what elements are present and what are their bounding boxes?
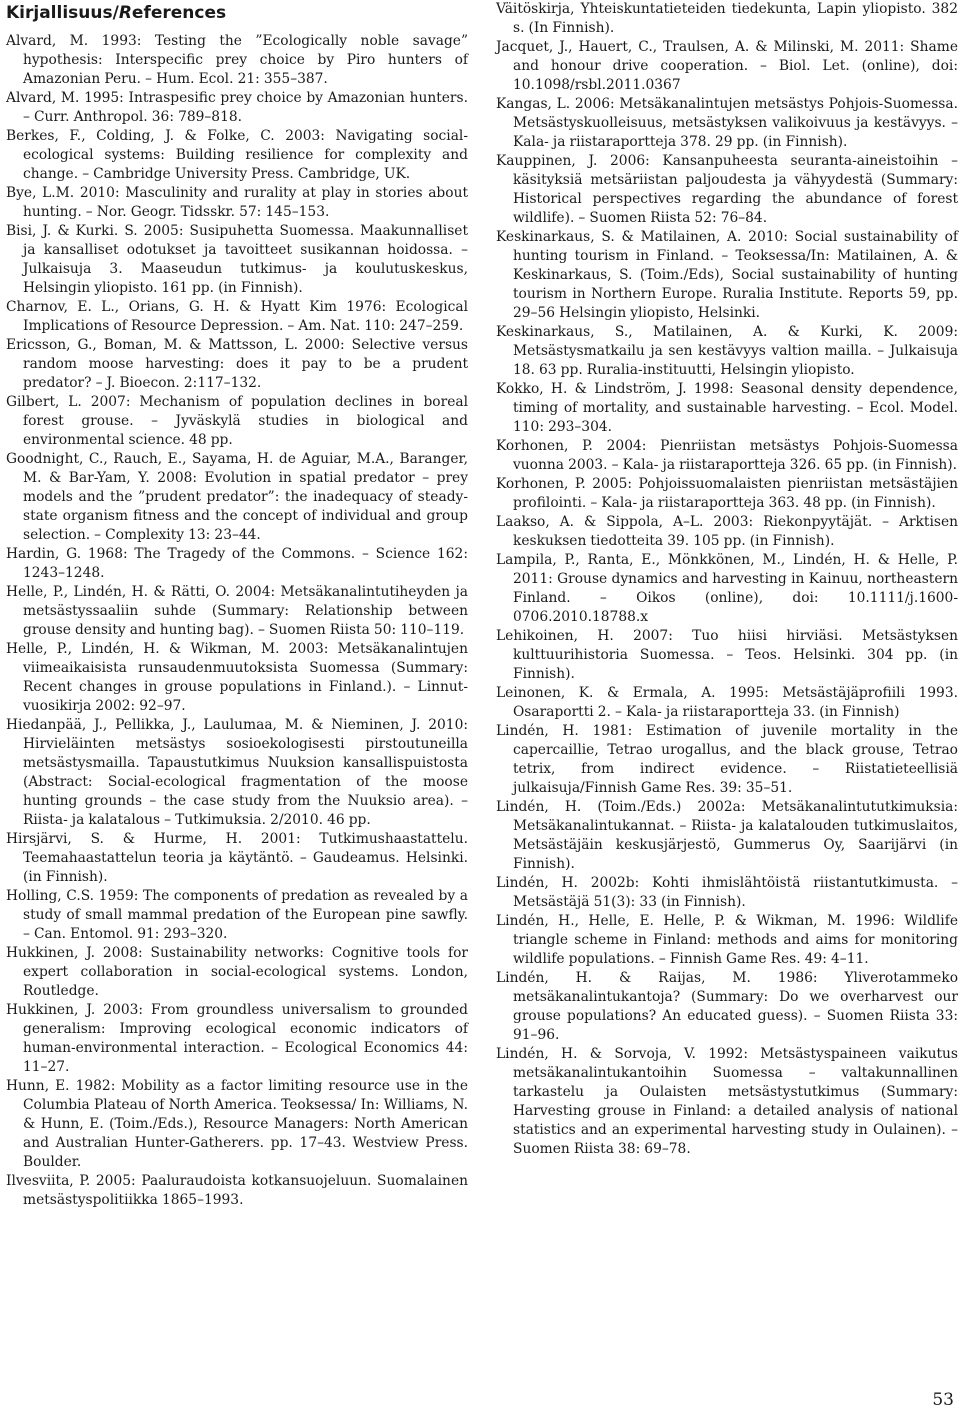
heading-main: Kirjallisuus/ bbox=[6, 3, 119, 23]
right-column bbox=[496, 0, 958, 1159]
reference-entry: Bisi, J. & Kurki. S. 2005: Susipuhetta Suomessa. Maakunnalliset ja kansalliset odotukset ja tavoitteet susikannan hoidossa. – Julkaisuja 3. Maaseudun tutkimus- ja koulutuskeskus, Helsingin yliopisto. 161 pp. (in Finnish). bbox=[6, 223, 468, 296]
reference-entry: Kangas, L. 2006: Metsäkanalintujen metsästys Pohjois-Suomessa. Metsästyskuolleisuus, metsästyksen valikoivuus ja kestävyys. – Kala- ja riistaraportteja 378. 29 pp. (in Finnish). bbox=[496, 96, 958, 150]
reference-entry: Hiedanpää, J., Pellikka, J., Laulumaa, M. & Nieminen, J. 2010: Hirvieläinten metsästys sosioekologisesti pirstoutuneilla metsästysmailla. Tapaustutkimus Nuuksion kansallispuistosta (Abstract: Social-ecological fragmentation of the moose hunting grounds – the case study from the Nuuksio area). – Riista- ja kalatalous – Tutkimuksia. 2/2010. 46 pp. bbox=[6, 717, 468, 828]
reference-entry: Kokko, H. & Lindström, J. 1998: Seasonal density dependence, timing of mortality, and sustainable harvesting. – Ecol. Model. 110: 293–304. bbox=[496, 381, 958, 435]
left-column bbox=[6, 0, 468, 1210]
reference-entry: Väitöskirja, Yhteiskuntatieteiden tiedekunta, Lapin yliopisto. 382 s. (In Finnish). bbox=[496, 1, 958, 36]
reference-entry: Korhonen, P. 2004: Pienriistan metsästys Pohjois-Suomessa vuonna 2003. – Kala- ja riistaraportteja 326. 65 pp. (in Finnish). bbox=[496, 438, 958, 473]
reference-entry: Hunn, E. 1982: Mobility as a factor limiting resource use in the Columbia Plateau of North America. Teoksessa/ In: Williams, N. & Hunn, E. (Toim./Eds.), Resource Managers: North American and Australian Hunter-Gatherers. pp. 17–43. Westview Press. Boulder. bbox=[6, 1078, 468, 1170]
reference-entry: Lindén, H., Helle, E. Helle, P. & Wikman, M. 1996: Wildlife triangle scheme in Finland: methods and aims for monitoring wildlife populations. – Finnish Game Res. 49: 4–11. bbox=[496, 913, 958, 967]
heading-italic: R bbox=[118, 3, 132, 23]
reference-entry: Lindén, H. (Toim./Eds.) 2002a: Metsäkanalintututkimuksia: Metsäkanalintukannat. – Riista- ja kalatalouden tutkimuslaitos, Metsästäjäin keskusjärjestö, Gummerus Oy, Saarijärvi (in Finnish). bbox=[496, 799, 958, 872]
reference-entry: Lindén, H. 1981: Estimation of juvenile mortality in the capercaillie, Tetrao urogallus, and the black grouse, Tetrao tetrix, from indirect evidence. – Riistatieteellisiä julkaisuja/Finnish Game Res. 39: 35–51. bbox=[496, 723, 958, 796]
reference-entry: Alvard, M. 1993: Testing the ”Ecologically noble savage” hypothesis: Interspecific prey choice by Piro hunters of Amazonian Peru. – Hum. Ecol. 21: 355–387. bbox=[6, 33, 468, 87]
reference-entry: Bye, L.M. 2010: Masculinity and rurality at play in stories about hunting. – Nor. Geogr. Tidsskr. 57: 145–153. bbox=[6, 185, 468, 220]
reference-entry: Kauppinen, J. 2006: Kansanpuheesta seuranta-aineistoihin – käsityksiä metsäriistan paljoudesta ja vähyydestä (Summary: Historical perspectives regarding the abundance of forest wildlife). – Suomen Riista 52: 76–84. bbox=[496, 153, 958, 226]
reference-entry: Keskinarkaus, S. & Matilainen, A. 2010: Social sustainability of hunting tourism in Finland. – Teoksessa/In: Matilainen, A. & Keskinarkaus, S. (Toim./Eds), Social sustainability of hunting tourism in Northern Europe. Ruralia Institute. Reports 59, pp. 29–56 Helsingin yliopisto, Helsinki. bbox=[496, 229, 958, 321]
reference-entry: Hukkinen, J. 2008: Sustainability networks: Cognitive tools for expert collaboration in social-ecological systems. London, Routledge. bbox=[6, 945, 468, 999]
reference-entry: Lehikoinen, H. 2007: Tuo hiisi hirviäsi. Metsästyksen kulttuurihistoria Suomessa. – Teos. Helsinki. 304 pp. (in Finnish). bbox=[496, 628, 958, 682]
left-reference-list bbox=[6, 32, 468, 1210]
reference-entry: Lampila, P., Ranta, E., Mönkkönen, M., Lindén, H. & Helle, P. 2011: Grouse dynamics and harvesting in Kainuu, northeastern Finland. – Oikos (online), doi: 10.1111/j.1600-0706.2010.18788.x bbox=[496, 552, 958, 625]
reference-entry: Jacquet, J., Hauert, C., Traulsen, A. & Milinski, M. 2011: Shame and honour drive cooperation. – Biol. Let. (online), doi: 10.1098/rsbl.2011.0367 bbox=[496, 39, 958, 93]
reference-entry: Lindén, H. & Sorvoja, V. 1992: Metsästyspaineen vaikutus metsäkanalintukantoihin Suomessa – valtakunnallinen tarkastelu ja Oulaisten metsästystutkimus (Summary: Harvesting grouse in Finland: a detailed analysis of national statistics and an experimental harvesting study in Oulainen). – Suomen Riista 38: 69–78. bbox=[496, 1046, 958, 1157]
reference-entry: Korhonen, P. 2005: Pohjoissuomalaisten pienriistan metsästäjien profilointi. – Kala- ja riistaraportteja 363. 48 pp. (in Finnish). bbox=[496, 476, 958, 511]
reference-entry: Goodnight, C., Rauch, E., Sayama, H. de Aguiar, M.A., Baranger, M. & Bar-Yam, Y. 2008: Evolution in spatial predator – prey models and the ”prudent predator”: the inadequacy of steady-state organism fitness and the concept of individual and group selection. – Complexity 13: 23–44. bbox=[6, 451, 468, 543]
reference-entry: Laakso, A. & Sippola, A–L. 2003: Riekonpyytäjät. – Arktisen keskuksen tiedotteita 39. 105 pp. (in Finnish). bbox=[496, 514, 958, 549]
reference-entry: Keskinarkaus, S., Matilainen, A. & Kurki, K. 2009: Metsästysmatkailu ja sen kestävyys valtion mailla. – Julkaisuja 18. 63 pp. Ruralia-instituutti, Helsingin yliopisto. bbox=[496, 324, 958, 378]
reference-entry: Hirsjärvi, S. & Hurme, H. 2001: Tutkimushaastattelu. Teemahaastattelun teoria ja käytäntö. – Gaudeamus. Helsinki. (in Finnish). bbox=[6, 831, 468, 885]
reference-entry: Lindén, H. 2002b: Kohti ihmislähtöistä riistantutkimusta. – Metsästäjä 51(3): 33 (in Finnish). bbox=[496, 875, 958, 910]
reference-entry: Helle, P., Lindén, H. & Rätti, O. 2004: Metsäkanalintutiheyden ja metsästyssaaliin suhde (Summary: Relationship between grouse density and hunting bag). – Suomen Riista 50: 110–119. bbox=[6, 584, 468, 638]
reference-entry: Lindén, H. & Raijas, M. 1986: Yliverotammeko metsäkanalintukantoja? (Summary: Do we overharvest our grouse populations? An educated guess). – Suomen Riista 33: 91–96. bbox=[496, 970, 958, 1043]
page-number: 53 bbox=[932, 1390, 954, 1410]
reference-entry: Helle, P., Lindén, H. & Wikman, M. 2003: Metsäkanalintujen viimeaikaisista runsaudenmuutoksista Suomessa (Summary: Recent changes in grouse populations in Finland.). – Linnut-vuosikirja 2002: 92–97. bbox=[6, 641, 468, 714]
reference-entry: Charnov, E. L., Orians, G. H. & Hyatt Kim 1976: Ecological Implications of Resource Depression. – Am. Nat. 110: 247–259. bbox=[6, 299, 468, 334]
page-heading bbox=[6, 2, 468, 24]
right-reference-list bbox=[496, 0, 958, 1159]
reference-entry: Ericsson, G., Boman, M. & Mattsson, L. 2000: Selective versus random moose harvesting: does it pay to be a prudent predator? – J. Bioecon. 2:117–132. bbox=[6, 337, 468, 391]
reference-entry: Alvard, M. 1995: Intraspesific prey choice by Amazonian hunters. – Curr. Anthropol. 36: 789–818. bbox=[6, 90, 468, 125]
reference-entry: Holling, C.S. 1959: The components of predation as revealed by a study of small mammal predation of the European pine sawfly. – Can. Entomol. 91: 293–320. bbox=[6, 888, 468, 942]
reference-entry: Hardin, G. 1968: The Tragedy of the Commons. – Science 162: 1243–1248. bbox=[6, 546, 468, 581]
reference-entry: Berkes, F., Colding, J. & Folke, C. 2003: Navigating social-ecological systems: Building resilience for complexity and change. – Cambridge University Press. Cambridge, UK. bbox=[6, 128, 468, 182]
reference-entry: Hukkinen, J. 2003: From groundless universalism to grounded generalism: Improving ecological economic indicators of human-environmental interaction. – Ecological Economics 44: 11–27. bbox=[6, 1002, 468, 1075]
reference-entry: Gilbert, L. 2007: Mechanism of population declines in boreal forest grouse. – Jyväskylä studies in biological and environmental science. 48 pp. bbox=[6, 394, 468, 448]
heading-rest: eferences bbox=[131, 3, 227, 23]
reference-entry: Ilvesviita, P. 2005: Paaluraudoista kotkansuojeluun. Suomalainen metsästyspolitiikka 1865–1993. bbox=[6, 1173, 468, 1208]
reference-entry: Leinonen, K. & Ermala, A. 1995: Metsästäjäprofiili 1993. Osaraportti 2. – Kala- ja riistaraportteja 33. (in Finnish) bbox=[496, 685, 958, 720]
